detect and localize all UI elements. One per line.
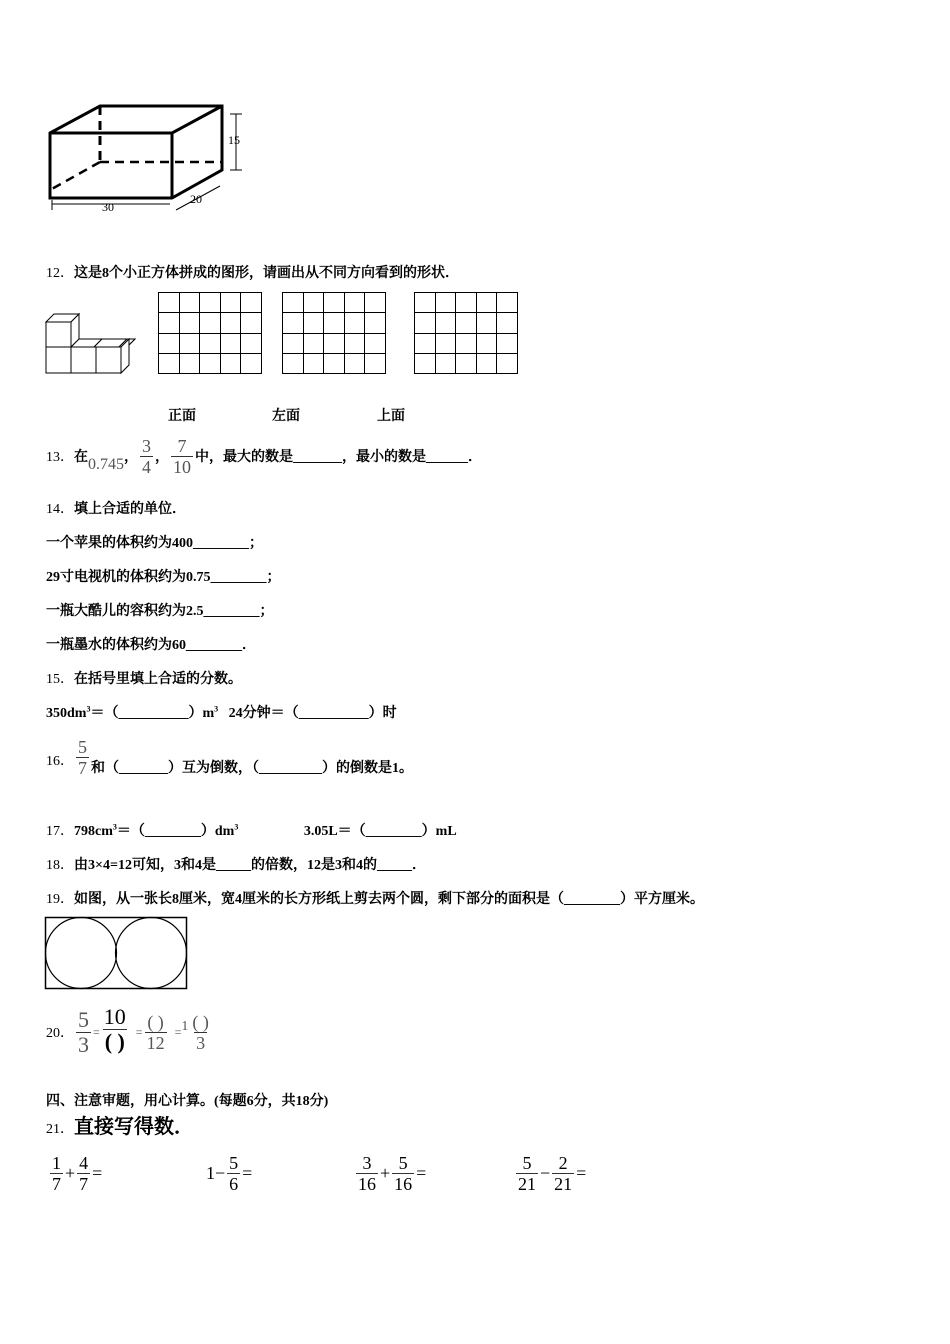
question-12: 12．这是8个小正方体拼成的图形，请画出从不同方向看到的形状． <box>46 266 459 281</box>
q21-item: $\frac{5}{21}$ − $\frac{2}{21}$ = <box>518 1153 587 1194</box>
fraction-blank: $\frac{10}{( )}$ <box>103 1003 126 1054</box>
q14-line: 一瓶墨水的体积约为60________． <box>46 638 256 653</box>
fraction: $\frac{5}{7}$ <box>78 736 87 778</box>
decimal-value: 0.745 <box>88 456 124 473</box>
front-view-grid[interactable] <box>158 292 262 374</box>
question-20: 20． $\frac{5}{3}$ = $\frac{10}{( )}$ = $\frac{( )}{12}$ = 1 $\frac{( )}{3}$ <box>46 1003 209 1057</box>
cubes-figure <box>44 304 139 376</box>
q14-line: 一瓶大酷儿的容积约为2.5________； <box>46 604 274 619</box>
view-label-left: 左面 <box>272 409 300 424</box>
rectangle-two-circles-figure <box>44 916 190 992</box>
view-label-front: 正面 <box>168 409 196 424</box>
fraction: $\frac{7}{10}$ <box>173 435 191 477</box>
question-17: 17．$798cm^3=(\_\_\_\_\_\_\_\_)dm^3$ 3.05L＝（________）mL <box>46 822 457 839</box>
q21-item: $\frac{3}{16}$ + $\frac{5}{16}$ = <box>358 1153 427 1194</box>
question-21: 21．直接写得数． <box>46 1116 194 1138</box>
q14-line: 29寸电视机的体积约为0.75________； <box>46 570 281 585</box>
question-16: 16． $\frac{5}{7}$ 和（_______）互为倒数，（_________）的倒数是1。 <box>46 736 413 778</box>
height-label: 15 <box>228 133 240 147</box>
question-19: 19．如图，从一张长8厘米，宽4厘米的长方形纸上剪去两个圆，剩下部分的面积是（________）平方厘米。 <box>46 892 704 907</box>
view-label-top: 上面 <box>377 409 405 424</box>
width-label: 20 <box>190 192 202 206</box>
q15-conversions: $350dm^3=(\_\_\_\_\_\_\_\_\_\_)m^3$ 24分钟＝（__________）时 <box>46 704 397 721</box>
cuboid-figure <box>40 98 260 223</box>
question-18: 18．由3×4=12可知，3和4是_____的倍数，12是3和4的_____． <box>46 858 426 873</box>
fraction: $\frac{3}{4}$ <box>142 435 151 477</box>
length-label: 30 <box>102 200 114 214</box>
left-view-grid[interactable] <box>282 292 386 374</box>
fraction-blank: $\frac{( )}{3}$ <box>192 1011 209 1053</box>
question-13: 13． 在 0.745 ， $\frac{3}{4}$ ， $\frac{7}{10}$ 中，最大的数是_______，最小的数是______． <box>46 435 482 477</box>
fraction-blank: $\frac{( )}{12}$ <box>146 1011 165 1053</box>
top-view-grid[interactable] <box>414 292 518 374</box>
fraction: $\frac{5}{3}$ <box>78 1006 89 1057</box>
q21-item: 1 − $\frac{5}{6}$ = <box>206 1153 253 1194</box>
q21-item: $\frac{1}{7}$ + $\frac{4}{7}$ = <box>52 1153 103 1194</box>
question-15: 15．在括号里填上合适的分数。 <box>46 672 242 687</box>
question-14: 14．填上合适的单位． <box>46 502 186 517</box>
q14-line: 一个苹果的体积约为400________； <box>46 536 263 551</box>
section-4-heading: 四、注意审题，用心计算。(每题6分，共18分) <box>46 1094 329 1109</box>
